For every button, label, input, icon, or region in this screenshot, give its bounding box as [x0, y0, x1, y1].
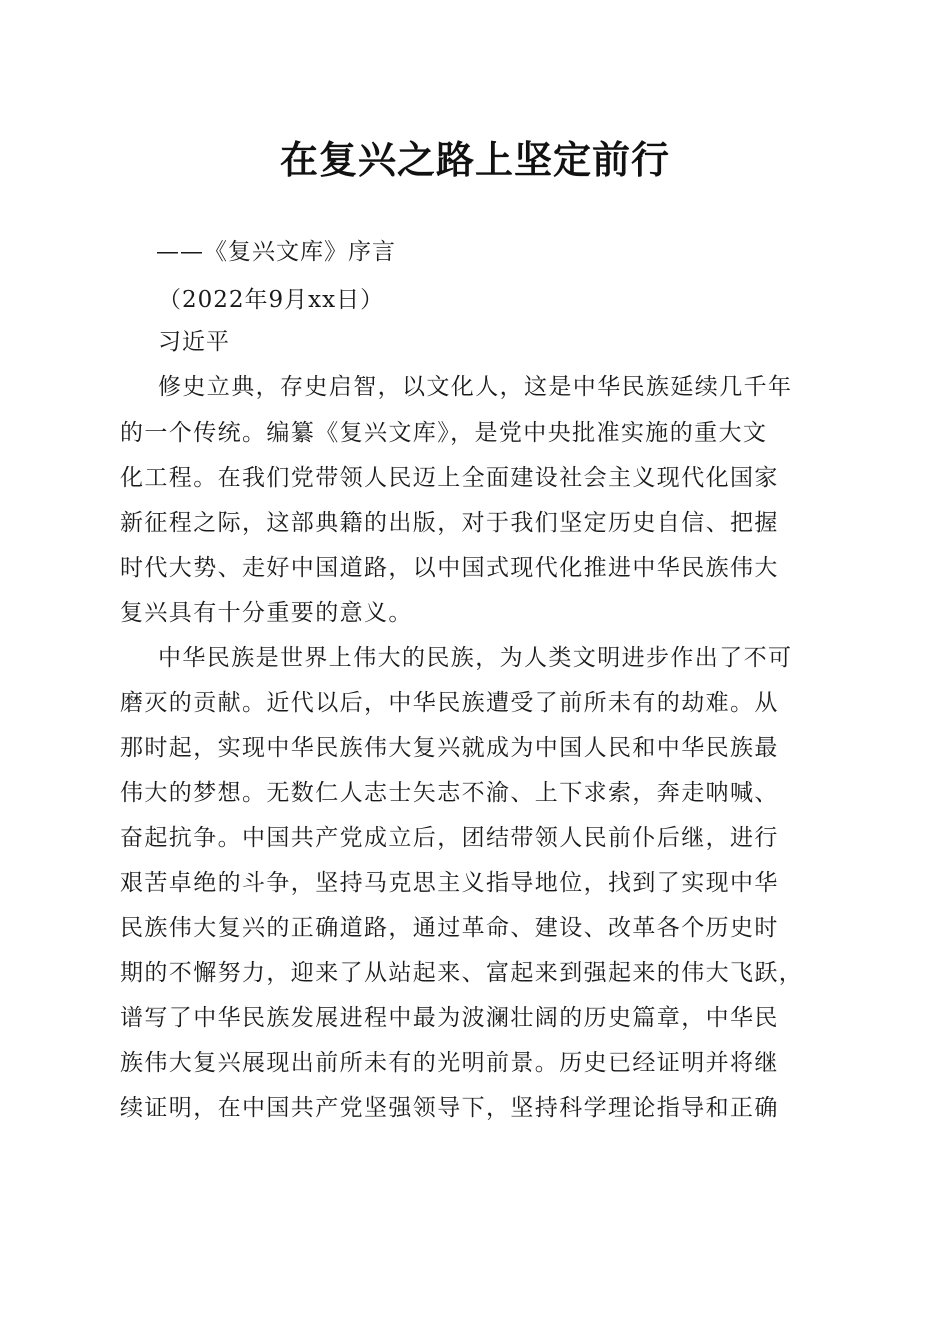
paragraph-1-line-1: 修史立典，存史启智，以文化人，这是中华民族延续几千年	[158, 374, 793, 400]
paragraph-2-line-7: 民族伟大复兴的正确道路，通过革命、建设、改革各个历史时	[120, 915, 779, 941]
paragraph-1-line-5: 时代大势、走好中国道路，以中国式现代化推进中华民族伟大	[120, 555, 779, 581]
paragraph-2-line-4: 伟大的梦想。无数仁人志士矢志不渝、上下求索，奔走呐喊、	[120, 780, 779, 806]
paragraph-2-line-1: 中华民族是世界上伟大的民族，为人类文明进步作出了不可	[158, 645, 793, 671]
paragraph-1-line-3: 化工程。在我们党带领人民迈上全面建设社会主义现代化国家	[120, 465, 779, 491]
paragraph-2-line-5: 奋起抗争。中国共产党成立后，团结带领人民前仆后继，进行	[120, 825, 779, 851]
paragraph-2-line-8: 期的不懈努力，迎来了从站起来、富起来到强起来的伟大飞跃，	[120, 960, 804, 986]
paragraph-2-line-9: 谱写了中华民族发展进程中最为波澜壮阔的历史篇章，中华民	[120, 1005, 779, 1031]
paragraph-2-line-6: 艰苦卓绝的斗争，坚持马克思主义指导地位，找到了实现中华	[120, 870, 779, 896]
paragraph-2-line-11: 续证明，在中国共产党坚强领导下，坚持科学理论指导和正确	[120, 1095, 779, 1121]
document-subtitle: ——《复兴文库》序言	[156, 239, 396, 265]
paragraph-1-line-6: 复兴具有十分重要的意义。	[120, 600, 413, 626]
document-date: （2022年9月xx日）	[158, 287, 385, 313]
document-author: 习近平	[158, 329, 230, 355]
document-title: 在复兴之路上坚定前行	[279, 137, 670, 182]
paragraph-2-line-2: 磨灭的贡献。近代以后，中华民族遭受了前所未有的劫难。从	[120, 690, 779, 716]
paragraph-1-line-2: 的一个传统。编纂《复兴文库》，是党中央批准实施的重大文	[120, 420, 768, 446]
paragraph-1-line-4: 新征程之际，这部典籍的出版，对于我们坚定历史自信、把握	[120, 510, 779, 536]
paragraph-2-line-10: 族伟大复兴展现出前所未有的光明前景。历史已经证明并将继	[120, 1050, 779, 1076]
paragraph-2-line-3: 那时起，实现中华民族伟大复兴就成为中国人民和中华民族最	[120, 735, 779, 761]
